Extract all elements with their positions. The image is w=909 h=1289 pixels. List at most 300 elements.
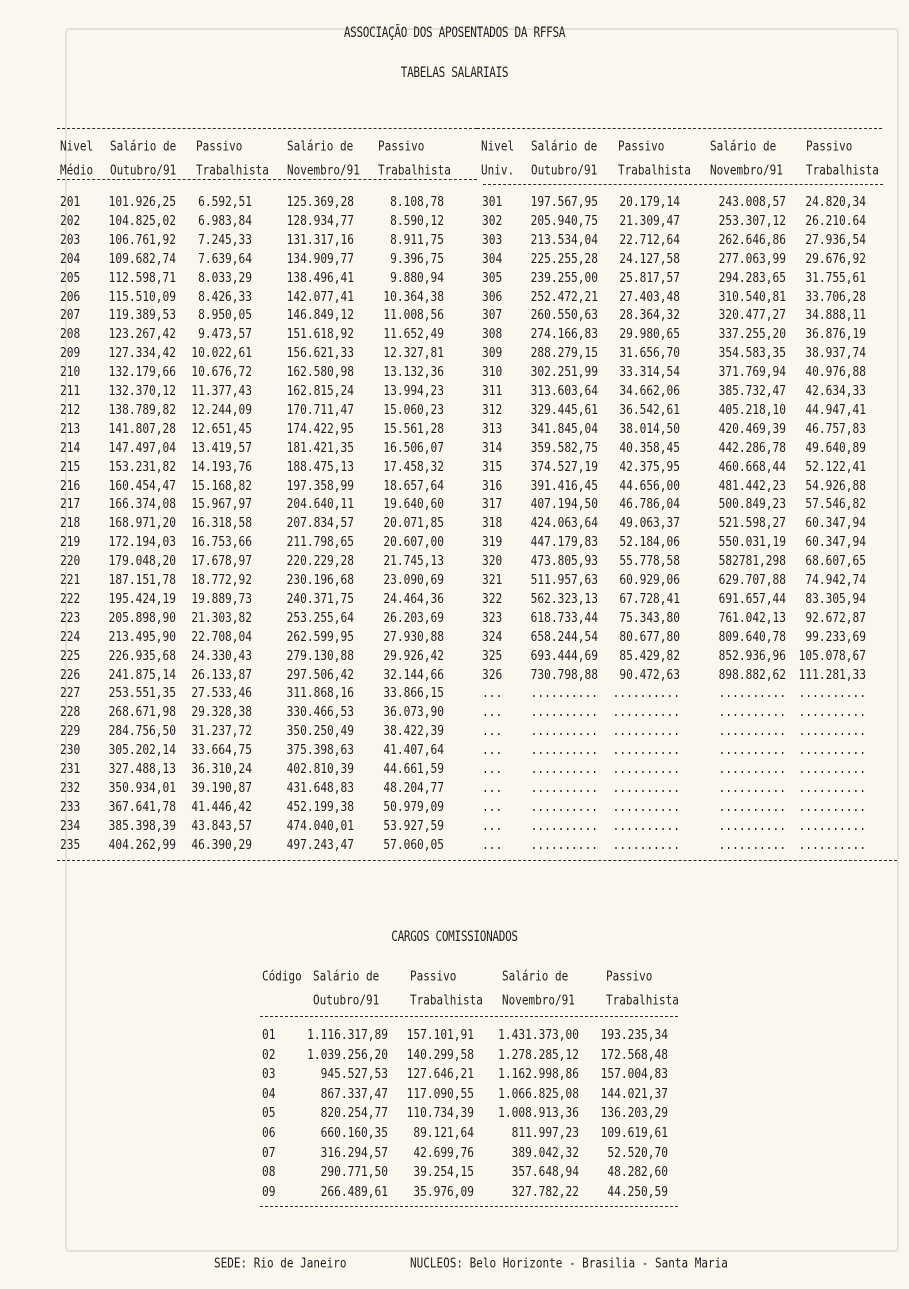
- table-cell: 10.676,72: [191, 364, 252, 380]
- table-cell: 301: [482, 194, 503, 210]
- table-cell: 431.648,83: [286, 780, 354, 796]
- table-cell: 207: [60, 307, 81, 323]
- table-cell: 327.488,13: [108, 761, 176, 777]
- table-cell: 761.042,13: [718, 610, 786, 626]
- table-cell: 127.646,21: [406, 1066, 474, 1082]
- table-cell: 166.374,08: [108, 496, 176, 512]
- table-cell: ..........: [530, 780, 598, 796]
- table-cell: 24.127,58: [619, 250, 680, 266]
- table-cell: 305.202,14: [108, 742, 176, 758]
- header-passivo-nov: Passivo Trabalhista: [806, 138, 879, 179]
- table-cell: ..........: [530, 761, 598, 777]
- table-cell: 374.527,19: [530, 458, 598, 474]
- table-cell: 225: [60, 647, 81, 663]
- table-cell: 181.421,35: [286, 439, 354, 455]
- header-salario-out: Salário de Outubro/91: [313, 968, 380, 1009]
- table-cell: ...: [482, 817, 503, 833]
- table-cell: 354.583,35: [718, 345, 786, 361]
- table-cell: 233: [60, 799, 81, 815]
- table-cell: 473.805,93: [530, 553, 598, 569]
- table-cell: 67.728,41: [619, 591, 680, 607]
- table-cell: 658.244,54: [530, 628, 598, 644]
- header-nivel: Nivel Médio: [60, 138, 94, 179]
- table-cell: ...: [482, 723, 503, 739]
- table-row: [0, 797, 909, 817]
- table-cell: 46.757,83: [805, 421, 866, 437]
- table-cell: ..........: [530, 836, 598, 852]
- table-cell: 36.876,19: [805, 326, 866, 342]
- table-row: [0, 287, 909, 307]
- table-cell: 867.337,47: [320, 1086, 388, 1102]
- table-cell: 311.868,16: [286, 685, 354, 701]
- table-cell: ..........: [612, 836, 680, 852]
- table-cell: 193.235,34: [600, 1027, 668, 1043]
- table-row: [0, 305, 909, 325]
- table-cell: ..........: [612, 780, 680, 796]
- table-cell: 34.888,11: [805, 307, 866, 323]
- table-cell: 359.582,75: [530, 439, 598, 455]
- table-cell: 44.656,00: [619, 477, 680, 493]
- table-cell: 20.179,14: [619, 194, 680, 210]
- table-cell: 54.926,88: [805, 477, 866, 493]
- table-cell: 308: [482, 326, 503, 342]
- table-cell: 01: [262, 1027, 276, 1043]
- table-cell: 402.810,39: [286, 761, 354, 777]
- table-cell: 7.639,64: [198, 250, 252, 266]
- table-cell: 80.677,80: [619, 628, 680, 644]
- section-title: TABELAS SALARIAIS: [400, 64, 509, 81]
- table-cell: 117.090,55: [406, 1086, 474, 1102]
- table-cell: 226.935,68: [108, 647, 176, 663]
- table-row: [0, 268, 909, 288]
- table-cell: 227: [60, 685, 81, 701]
- table-cell: 27.403,48: [619, 288, 680, 304]
- table-cell: 8.033,29: [198, 269, 252, 285]
- header-passivo-nov: Passivo Trabalhista: [606, 968, 679, 1009]
- table-cell: 57.060,05: [383, 836, 444, 852]
- table-cell: 44.250,59: [607, 1184, 668, 1200]
- table-cell: 21.745,13: [383, 553, 444, 569]
- table-cell: 43.843,57: [191, 817, 252, 833]
- table-cell: 35.976,09: [413, 1184, 474, 1200]
- footer-sede: SEDE: Rio de Janeiro: [214, 1255, 347, 1272]
- table-cell: 27.930,88: [383, 628, 444, 644]
- table-cell: 201: [60, 194, 81, 210]
- table-cell: 474.040,01: [286, 817, 354, 833]
- table-row: [0, 343, 909, 363]
- table-cell: 307: [482, 307, 503, 323]
- table-cell: 898.882,62: [718, 666, 786, 682]
- table-cell: 239.255,00: [530, 269, 598, 285]
- table-cell: 174.422,95: [286, 421, 354, 437]
- table-cell: 208: [60, 326, 81, 342]
- table-row: [0, 816, 909, 836]
- table-cell: 452.199,38: [286, 799, 354, 815]
- table-cell: 405.218,10: [718, 402, 786, 418]
- table-cell: 1.066.825,08: [498, 1086, 579, 1102]
- table-cell: 229: [60, 723, 81, 739]
- table-cell: 19.889,73: [191, 591, 252, 607]
- table-cell: 230: [60, 742, 81, 758]
- table-cell: 329.445,61: [530, 402, 598, 418]
- table-cell: 52.122,41: [805, 458, 866, 474]
- table-row: [0, 532, 909, 552]
- table-cell: 521.598,27: [718, 515, 786, 531]
- table-cell: 277.063,99: [718, 250, 786, 266]
- table-cell: ..........: [798, 742, 866, 758]
- table-cell: 29.980,65: [619, 326, 680, 342]
- table-cell: 115.510,09: [108, 288, 176, 304]
- table-cell: 31.237,72: [191, 723, 252, 739]
- table-cell: 235: [60, 836, 81, 852]
- table-cell: 306: [482, 288, 503, 304]
- table-cell: 290.771,50: [320, 1164, 388, 1180]
- table-cell: 367.641,78: [108, 799, 176, 815]
- table-cell: 44.947,41: [805, 402, 866, 418]
- table-cell: 146.849,12: [286, 307, 354, 323]
- table-cell: 36.542,61: [619, 402, 680, 418]
- table-cell: 1.116.317,89: [307, 1027, 388, 1043]
- table-cell: ..........: [798, 704, 866, 720]
- table-cell: 172.194,03: [108, 534, 176, 550]
- table-cell: 322: [482, 591, 503, 607]
- table-row: [0, 551, 909, 571]
- table-cell: 128.934,77: [286, 213, 354, 229]
- table-cell: 42.699,76: [413, 1144, 474, 1160]
- table-cell: 162.815,24: [286, 383, 354, 399]
- header-passivo-nov: Passivo Trabalhista: [378, 138, 451, 179]
- table-row: [0, 1084, 909, 1104]
- table-cell: 550.031,19: [718, 534, 786, 550]
- table-cell: 809.640,78: [718, 628, 786, 644]
- table-cell: 691.657,44: [718, 591, 786, 607]
- table-cell: 131.317,16: [286, 232, 354, 248]
- table-cell: 23.090,69: [383, 572, 444, 588]
- divider: [260, 1016, 678, 1017]
- table-cell: 29.328,38: [191, 704, 252, 720]
- header-salario-nov: Salário de Novembro/91: [287, 138, 360, 179]
- table-cell: 75.343,80: [619, 610, 680, 626]
- table-cell: 38.014,50: [619, 421, 680, 437]
- table-cell: 481.442,23: [718, 477, 786, 493]
- table-cell: 221: [60, 572, 81, 588]
- table-cell: 138.789,82: [108, 402, 176, 418]
- table-row: [0, 192, 909, 212]
- table-cell: 7.245,33: [198, 232, 252, 248]
- table-cell: 101.926,25: [108, 194, 176, 210]
- table-cell: 337.255,20: [718, 326, 786, 342]
- table-cell: 136.203,29: [600, 1105, 668, 1121]
- table-cell: 179.048,20: [108, 553, 176, 569]
- table-cell: 12.244,09: [191, 402, 252, 418]
- divider: [477, 128, 882, 129]
- table-cell: 15.967,97: [191, 496, 252, 512]
- table-cell: ..........: [798, 780, 866, 796]
- table-cell: 15.561,28: [383, 421, 444, 437]
- table-row: [0, 1064, 909, 1084]
- table-cell: ...: [482, 836, 503, 852]
- table-cell: 1.278.285,12: [498, 1046, 579, 1062]
- table-cell: 197.358,99: [286, 477, 354, 493]
- table-cell: 40.358,45: [619, 439, 680, 455]
- table-cell: 214: [60, 439, 81, 455]
- table-cell: 219: [60, 534, 81, 550]
- table-cell: 57.546,82: [805, 496, 866, 512]
- table-cell: 350.250,49: [286, 723, 354, 739]
- table-cell: 302.251,99: [530, 364, 598, 380]
- table-cell: 305: [482, 269, 503, 285]
- table-cell: ..........: [718, 742, 786, 758]
- table-cell: 9.396,75: [390, 250, 444, 266]
- table-cell: 16.318,58: [191, 515, 252, 531]
- table-cell: 820.254,77: [320, 1105, 388, 1121]
- header-passivo-out: Passivo Trabalhista: [196, 138, 269, 179]
- table-cell: 156.621,33: [286, 345, 354, 361]
- table-cell: 34.662,06: [619, 383, 680, 399]
- table-cell: 253.551,35: [108, 685, 176, 701]
- table-cell: 220: [60, 553, 81, 569]
- table-row: [0, 494, 909, 514]
- table-cell: 310.540,81: [718, 288, 786, 304]
- table-cell: 385.732,47: [718, 383, 786, 399]
- table-cell: ..........: [718, 723, 786, 739]
- table-cell: 48.282,60: [607, 1164, 668, 1180]
- table-cell: 52.520,70: [607, 1144, 668, 1160]
- table-cell: 314: [482, 439, 503, 455]
- table-cell: 89.121,64: [413, 1125, 474, 1141]
- table-cell: ..........: [718, 685, 786, 701]
- table-row: [0, 419, 909, 439]
- table-cell: 315: [482, 458, 503, 474]
- table-cell: 325: [482, 647, 503, 663]
- table-cell: ...: [482, 704, 503, 720]
- table-cell: 10.022,61: [191, 345, 252, 361]
- table-row: [0, 230, 909, 250]
- table-cell: 157.004,83: [600, 1066, 668, 1082]
- table-cell: 33.314,54: [619, 364, 680, 380]
- table-cell: 74.942,74: [805, 572, 866, 588]
- table-cell: 852.936,96: [718, 647, 786, 663]
- table-row: [0, 1045, 909, 1065]
- divider: [260, 1206, 678, 1207]
- table-row: [0, 457, 909, 477]
- table-cell: 693.444,69: [530, 647, 598, 663]
- table-cell: 205: [60, 269, 81, 285]
- divider: [57, 128, 477, 129]
- table-cell: 109.682,74: [108, 250, 176, 266]
- table-cell: 320: [482, 553, 503, 569]
- table-cell: 195.424,19: [108, 591, 176, 607]
- table-cell: 18.772,92: [191, 572, 252, 588]
- table-cell: 31.755,61: [805, 269, 866, 285]
- table-cell: ..........: [718, 780, 786, 796]
- table-cell: ..........: [530, 704, 598, 720]
- table-cell: 16.753,66: [191, 534, 252, 550]
- table-cell: 22.712,64: [619, 232, 680, 248]
- table-cell: 371.769,94: [718, 364, 786, 380]
- table-cell: 132.179,66: [108, 364, 176, 380]
- table-row: [0, 570, 909, 590]
- table-cell: 232: [60, 780, 81, 796]
- divider: [57, 179, 477, 180]
- table-cell: 13.994,23: [383, 383, 444, 399]
- table-cell: ..........: [798, 685, 866, 701]
- table-cell: 303: [482, 232, 503, 248]
- table-cell: 110.734,39: [406, 1105, 474, 1121]
- table-cell: ..........: [612, 704, 680, 720]
- table-cell: 424.063,64: [530, 515, 598, 531]
- table-cell: ..........: [718, 761, 786, 777]
- table-cell: 14.193,76: [191, 458, 252, 474]
- table-cell: 618.733,44: [530, 610, 598, 626]
- table-cell: 6.592,51: [198, 194, 252, 210]
- table-cell: 53.927,59: [383, 817, 444, 833]
- table-row: [0, 646, 909, 666]
- table-cell: 141.807,28: [108, 421, 176, 437]
- table-cell: 203: [60, 232, 81, 248]
- table-cell: 206: [60, 288, 81, 304]
- table-cell: 36.073,90: [383, 704, 444, 720]
- table-cell: 197.567,95: [530, 194, 598, 210]
- table-cell: 945.527,53: [320, 1066, 388, 1082]
- table-cell: 157.101,91: [406, 1027, 474, 1043]
- table-cell: 105.078,67: [798, 647, 866, 663]
- header-passivo-out: Passivo Trabalhista: [410, 968, 483, 1009]
- table-cell: 302: [482, 213, 503, 229]
- table-cell: 323: [482, 610, 503, 626]
- table-cell: 168.971,20: [108, 515, 176, 531]
- table-cell: 142.077,41: [286, 288, 354, 304]
- table-cell: 316: [482, 477, 503, 493]
- table-row: [0, 1103, 909, 1123]
- table-cell: 187.151,78: [108, 572, 176, 588]
- table-cell: 06: [262, 1125, 276, 1141]
- table-cell: 15.060,23: [383, 402, 444, 418]
- table-cell: 60.347,94: [805, 515, 866, 531]
- table-cell: 11.377,43: [191, 383, 252, 399]
- table-cell: 224: [60, 628, 81, 644]
- organization-title: ASSOCIAÇÃO DOS APOSENTADOS DA RFFSA: [343, 24, 566, 41]
- table-cell: 90.472,63: [619, 666, 680, 682]
- table-row: [0, 835, 909, 855]
- table-row: [0, 1143, 909, 1163]
- table-cell: ..........: [798, 723, 866, 739]
- table-cell: 297.506,42: [286, 666, 354, 682]
- table-row: [0, 324, 909, 344]
- table-cell: 304: [482, 250, 503, 266]
- table-cell: ...: [482, 685, 503, 701]
- table-cell: 33.664,75: [191, 742, 252, 758]
- table-cell: 21.309,47: [619, 213, 680, 229]
- table-row: [0, 211, 909, 231]
- table-cell: 153.231,82: [108, 458, 176, 474]
- table-cell: ..........: [530, 685, 598, 701]
- table-cell: 391.416,45: [530, 477, 598, 493]
- table-cell: 18.657,64: [383, 477, 444, 493]
- table-cell: 240.371,75: [286, 591, 354, 607]
- table-cell: 320.477,27: [718, 307, 786, 323]
- table-cell: 125.369,28: [286, 194, 354, 210]
- table-cell: ..........: [612, 817, 680, 833]
- table-cell: 27.533,46: [191, 685, 252, 701]
- table-cell: 629.707,88: [718, 572, 786, 588]
- table-cell: ..........: [798, 836, 866, 852]
- table-cell: 08: [262, 1164, 276, 1180]
- table-cell: 17.678,97: [191, 553, 252, 569]
- table-cell: 19.640,60: [383, 496, 444, 512]
- table-cell: 266.489,61: [320, 1184, 388, 1200]
- table-cell: 253.307,12: [718, 213, 786, 229]
- table-row: [0, 778, 909, 798]
- table-cell: 319: [482, 534, 503, 550]
- table-cell: 375.398,63: [286, 742, 354, 758]
- table-cell: ..........: [718, 817, 786, 833]
- table-cell: 144.021,37: [600, 1086, 668, 1102]
- table-cell: 442.286,78: [718, 439, 786, 455]
- table-cell: 24.820,34: [805, 194, 866, 210]
- table-cell: ..........: [530, 723, 598, 739]
- table-cell: 40.976,88: [805, 364, 866, 380]
- table-cell: 188.475,13: [286, 458, 354, 474]
- table-cell: 216: [60, 477, 81, 493]
- table-cell: 218: [60, 515, 81, 531]
- table-cell: 162.580,98: [286, 364, 354, 380]
- table-row: [0, 400, 909, 420]
- table-cell: 660.160,35: [320, 1125, 388, 1141]
- table-cell: 262.599,95: [286, 628, 354, 644]
- table-cell: 92.672,87: [805, 610, 866, 626]
- table-cell: 310: [482, 364, 503, 380]
- table-cell: 31.656,70: [619, 345, 680, 361]
- footer-nucleos: NUCLEOS: Belo Horizonte - Brasilia - Santa Maria: [410, 1255, 728, 1272]
- table-cell: 10.364,38: [383, 288, 444, 304]
- table-cell: 138.496,41: [286, 269, 354, 285]
- table-cell: 99.233,69: [805, 628, 866, 644]
- table-cell: 20.607,00: [383, 534, 444, 550]
- table-cell: 48.204,77: [383, 780, 444, 796]
- table-cell: 46.786,04: [619, 496, 680, 512]
- table-cell: 27.936,54: [805, 232, 866, 248]
- table-cell: 357.648,94: [511, 1164, 579, 1180]
- table-row: [0, 1123, 909, 1143]
- table-cell: ..........: [612, 761, 680, 777]
- table-cell: 316.294,57: [320, 1144, 388, 1160]
- table-cell: 33.866,15: [383, 685, 444, 701]
- table-cell: 350.934,01: [108, 780, 176, 796]
- table-cell: 321: [482, 572, 503, 588]
- table-cell: 1.039.256,20: [307, 1046, 388, 1062]
- table-cell: 55.778,58: [619, 553, 680, 569]
- header-salario-nov: Salário de Novembro/91: [710, 138, 783, 179]
- table-cell: ...: [482, 742, 503, 758]
- table-cell: 41.446,42: [191, 799, 252, 815]
- table-cell: 25.817,57: [619, 269, 680, 285]
- table-row: [0, 683, 909, 703]
- table-cell: 38.422,39: [383, 723, 444, 739]
- table-cell: 09: [262, 1184, 276, 1200]
- table-cell: 460.668,44: [718, 458, 786, 474]
- table-cell: 26.133,87: [191, 666, 252, 682]
- table-cell: 83.305,94: [805, 591, 866, 607]
- table-cell: 1.431.373,00: [498, 1027, 579, 1043]
- table-cell: 1.162.998,86: [498, 1066, 579, 1082]
- table-cell: 730.798,88: [530, 666, 598, 682]
- table-cell: 562.323,13: [530, 591, 598, 607]
- table-cell: 8.108,78: [390, 194, 444, 210]
- table-cell: ..........: [612, 685, 680, 701]
- table-cell: 134.909,77: [286, 250, 354, 266]
- header-salario-nov: Salário de Novembro/91: [502, 968, 575, 1009]
